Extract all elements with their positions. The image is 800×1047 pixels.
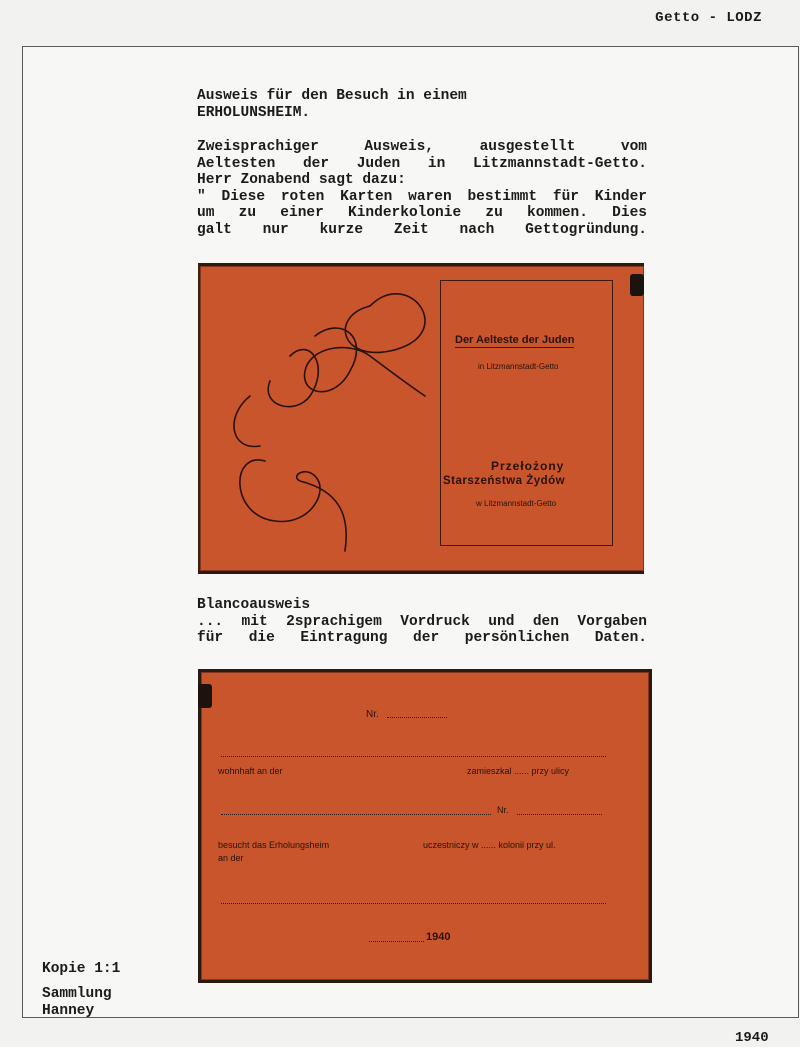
blanco-line: ... mit 2sprachigem Vordruck und den Vorgaben — [197, 613, 647, 630]
form-line — [221, 756, 606, 757]
form-besucht-label: besucht das Erholungsheim — [218, 840, 330, 850]
id-card-blank-form — [198, 669, 652, 983]
form-year: 1940 — [426, 931, 451, 943]
page-header-title: Getto - LODZ — [655, 10, 762, 26]
handwritten-mark-icon — [220, 276, 440, 556]
card1-polish-line1: Przełożony — [491, 459, 565, 473]
card1-subtitle: in Litzmannstadt-Getto — [478, 362, 559, 371]
card-corner-mark — [198, 684, 212, 708]
form-line — [221, 814, 491, 815]
id-card-front — [198, 263, 644, 574]
intro-line: galt nur kurze Zeit nach Gettogründung. — [197, 221, 647, 238]
intro-title-line1: Ausweis für den Besuch in einem — [197, 88, 467, 104]
card-stamp-box — [440, 280, 613, 546]
form-line — [221, 903, 606, 904]
card-corner-mark — [630, 274, 644, 296]
intro-text — [197, 88, 647, 238]
card1-polish-line3: w Litzmannstadt-Getto — [476, 499, 557, 508]
collection-line1: Sammlung — [42, 986, 112, 1002]
form-an-der-label: an der — [218, 853, 244, 863]
copy-note — [42, 961, 120, 978]
form-line — [517, 814, 602, 815]
intro-line: um zu einer Kinderkolonie zu kommen. Dies — [197, 205, 647, 221]
form-uczestniczy-label: uczestniczy w ...... kolonii przy ul. — [423, 840, 556, 850]
form-line — [369, 941, 424, 942]
intro-title-line2: ERHOLUNSHEIM. — [197, 104, 311, 121]
card1-polish-line2: Starszeństwa Żydów — [443, 475, 566, 487]
form-nr-label: Nr. — [366, 709, 379, 720]
intro-line: " Diese roten Karten waren bestimmt für Kinder — [197, 188, 647, 205]
intro-line: Herr Zonabend sagt dazu: — [197, 172, 406, 188]
blanco-text — [197, 597, 647, 647]
copy-label: Kopie 1:1 — [42, 961, 121, 977]
intro-line: Aeltesten der Juden in Litzmannstadt-Getto. — [197, 155, 647, 172]
card1-title: Der Aelteste der Juden — [455, 334, 575, 346]
blanco-title: Blancoausweis — [197, 597, 311, 613]
form-zamieszkal-label: zamieszkal ...... przy ulicy — [467, 766, 570, 776]
intro-line: Zweisprachiger Ausweis, ausgestellt vom — [197, 139, 647, 155]
form-nr2-label: Nr. — [497, 805, 509, 815]
page-number: 1940 — [735, 1030, 769, 1046]
form-line — [387, 717, 447, 718]
form-wohnhaft-label: wohnhaft an der — [218, 766, 283, 776]
collection-line2: Hanney — [42, 1002, 95, 1019]
collection-note — [42, 986, 112, 1019]
blanco-line: für die Eintragung der persönlichen Daten. — [197, 630, 647, 646]
